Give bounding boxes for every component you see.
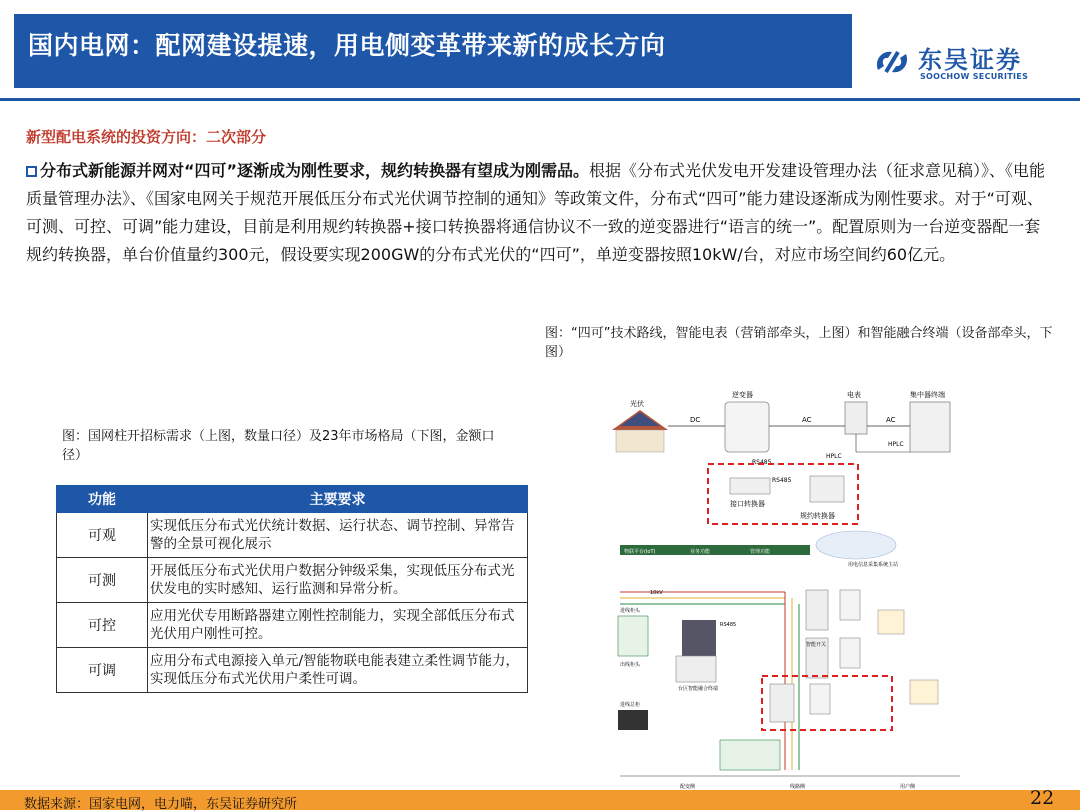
diagram-label-protocol-converter: 规约转换器 bbox=[800, 512, 835, 520]
diagram-label-interface-converter: 接口转换器 bbox=[730, 500, 765, 508]
switch-cabinets bbox=[806, 590, 904, 678]
diagram-label-outgoing: 出线柜头 bbox=[620, 662, 641, 668]
logo-chinese-name: 东吴证券 bbox=[918, 46, 1022, 74]
table-cell-function: 可调 bbox=[57, 648, 148, 693]
body-paragraph bbox=[26, 157, 1056, 269]
company-logo bbox=[872, 40, 1072, 90]
section-heading: 新型配电系统的投资方向：二次部分 bbox=[26, 128, 267, 146]
page-header bbox=[0, 0, 1080, 100]
table-row bbox=[57, 558, 528, 603]
diagram-label-rs485c: RS485 bbox=[720, 622, 737, 628]
diagram-label-smart-switch: 智能开关 bbox=[806, 642, 827, 648]
table-cell-requirement: 应用光伏专用断路器建立刚性控制能力，实现全部低压分布式光伏用户刚性可控。 bbox=[148, 603, 528, 648]
diagram-label-iot: 物联平台(IoT) bbox=[624, 549, 656, 555]
diagram-label-meter: 电表 bbox=[847, 391, 861, 399]
diagram-label-concentrator: 集中器终端 bbox=[910, 391, 945, 399]
table-cell-requirement: 开展低压分布式光伏用户数据分钟级采集，实现低压分布式光伏发电的实时感知、运行监测和异常分析。 bbox=[148, 558, 528, 603]
transformer-icon bbox=[682, 620, 716, 656]
page-number: 22 bbox=[1030, 787, 1055, 809]
diagram-label-user-side: 用户侧 bbox=[900, 784, 916, 790]
square-bullet-icon bbox=[26, 166, 37, 177]
interface-converter-icon bbox=[730, 478, 770, 494]
paragraph-body: 根据《分布式光伏发电开发建设管理办法（征求意见稿）》、《电能质量管理办法》、《国家电网关于规范开展低压分布式光伏调节控制的通知》等政策文件，分布式“四可”能力建设逐渐成为刚性要求。对于“可观、可测、可控、可调”能力建设，目前是利用规约转换器+接口转换器将通信协议不一致的逆变器进行“语言的统一”。配置原则为一台逆变器配一套规约转换器，单台价值量约300元，假设要实现200GW的分布式光伏的“四可”，单逆变器按照10kW/台，对应市场空间约60亿元。 bbox=[26, 161, 1046, 264]
diagram-label-mgmt: 管理功能 bbox=[750, 549, 771, 555]
table-cell-requirement: 应用分布式电源接入单元/智能物联电能表建立柔性调节能力，实现低压分布式光伏用户柔性可调。 bbox=[148, 648, 528, 693]
footer-source: 数据来源：国家电网，电力喵，东吴证券研究所 bbox=[24, 797, 298, 812]
diagram-label-station-terminal: 台区智能融合终端 bbox=[678, 686, 719, 692]
figure-left-caption: 图：国网柱开招标需求（上图，数量口径）及23年市场格局（下图，金额口径） bbox=[62, 429, 495, 463]
protocol-converter-icon bbox=[810, 476, 844, 502]
diagram-label-business: 业务功能 bbox=[690, 549, 711, 555]
meter-icon bbox=[845, 402, 867, 434]
table-header-requirement: 主要要求 bbox=[148, 486, 528, 513]
four-capabilities-diagram bbox=[610, 380, 970, 795]
diagram-label-dc: DC bbox=[690, 416, 701, 424]
diagram-label-substation: 配变侧 bbox=[680, 784, 696, 790]
diagram-label-10kv: 10kV bbox=[650, 590, 663, 596]
diagram-label-line-side: 线路侧 bbox=[790, 784, 806, 790]
diagram-label-collection-master: 用电信息采集系统主站 bbox=[848, 562, 899, 568]
table-header-row bbox=[57, 486, 528, 513]
title-bar bbox=[14, 14, 852, 88]
table-cell-requirement: 实现低压分布式光伏统计数据、运行状态、调节控制、异常告警的全景可视化展示 bbox=[148, 513, 528, 558]
paragraph-lead: 分布式新能源并网对“四可”逐渐成为刚性要求，规约转换器有望成为刚需品。 bbox=[40, 161, 590, 180]
table-row bbox=[57, 513, 528, 558]
figure-right-caption: 图：“四可”技术路线，智能电表（营销部牵头，上图）和智能融合终端（设备部牵头，下图） bbox=[545, 326, 1053, 360]
diagram-label-rs485a: RS485 bbox=[752, 459, 772, 466]
station-terminal-icon bbox=[676, 656, 716, 682]
concentrator-icon bbox=[910, 402, 950, 452]
table-cell-function: 可观 bbox=[57, 513, 148, 558]
main-breaker-icon bbox=[618, 710, 648, 730]
table-cell-function: 可控 bbox=[57, 603, 148, 648]
table-row bbox=[57, 648, 528, 693]
diagram-label-hplc1: HPLC bbox=[826, 453, 842, 460]
diagram-label-ac2: AC bbox=[886, 416, 896, 424]
incoming-cabinet-icon bbox=[618, 616, 648, 656]
logo-english-name: SOOCHOW SECURITIES bbox=[920, 72, 1029, 81]
table-cell-function: 可测 bbox=[57, 558, 148, 603]
pv-house-icon bbox=[612, 410, 668, 452]
diagram-label-rs485b: RS485 bbox=[772, 477, 792, 484]
diagram-label-hplc2: HPLC bbox=[888, 441, 904, 448]
diagram-label-outgoing-total: 进线总柜 bbox=[620, 702, 641, 708]
diagram-label-inverter: 逆变器 bbox=[732, 391, 753, 399]
cloud-icon bbox=[816, 531, 896, 559]
diagram-label-ac1: AC bbox=[802, 416, 812, 424]
table-header-function: 功能 bbox=[57, 486, 148, 513]
header-divider bbox=[0, 98, 1080, 101]
soochow-logo-icon bbox=[872, 42, 912, 82]
diagram-label-pv: 光伏 bbox=[630, 400, 644, 408]
diagram-label-incoming: 进线柜头 bbox=[620, 608, 641, 614]
page-title: 国内电网：配网建设提速，用电侧变革带来新的成长方向 bbox=[28, 31, 666, 60]
inverter-icon bbox=[725, 402, 769, 452]
legend-panel bbox=[720, 740, 780, 770]
table-row bbox=[57, 603, 528, 648]
requirements-table bbox=[56, 485, 528, 693]
